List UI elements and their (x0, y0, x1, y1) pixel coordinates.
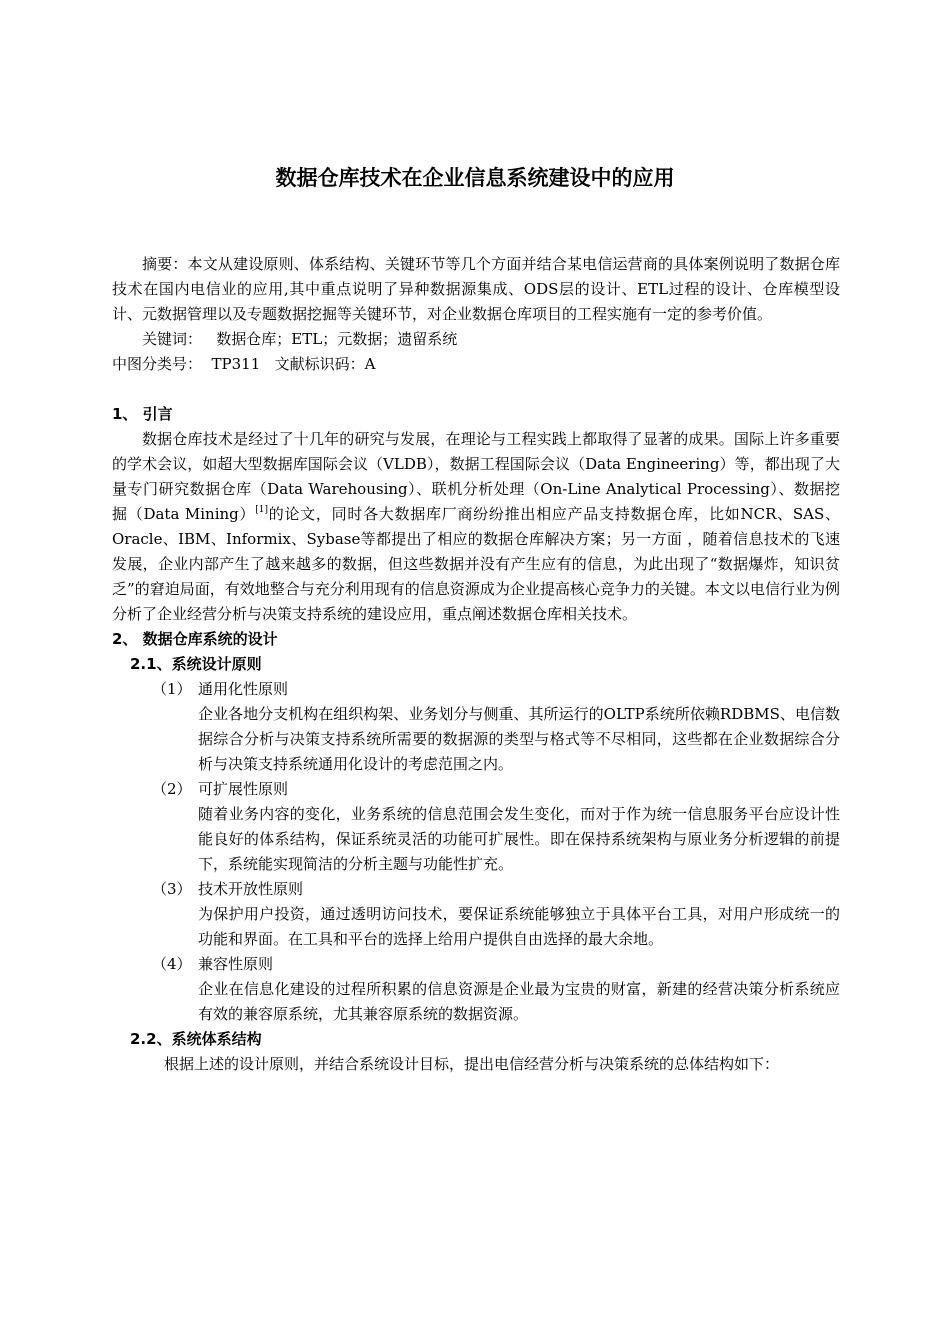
principle-2-number: （2） (152, 780, 192, 798)
section-1-paragraph (112, 427, 840, 627)
paper-title: 数据仓库技术在企业信息系统建设中的应用 (275, 166, 675, 190)
citation-1: [1] (255, 505, 268, 515)
principle-2-heading (112, 777, 840, 802)
section-2-1-heading: 2.1、系统设计原则 (130, 655, 262, 673)
principle-3-heading (112, 877, 840, 902)
section-2-2-paragraph: 根据上述的设计原则，并结合系统设计目标，提出电信经营分析与决策系统的总体结构如下： (164, 1055, 780, 1073)
principle-1-number: （1） (152, 680, 192, 698)
section-1-text-part2: 的论文，同时各大数据库厂商纷纷推出相应产品支持数据仓库，比如NCR、SAS、Oracle、IBM、Informix、Sybase等都提出了相应的数据仓库解决方案；另一方面 ，随着信息技术的飞速发展，企业内部产生了越来越多的数据，但这些数据并没有产生应有的信息，为此出现了“数据爆炸，知识贫乏”的窘迫局面，有效地整合与充分利用现有的信息资源成为企业提高核心竞争力的关键。本文以电信行业为例分析了企业经营分析与决策支持系统的建设应用，重点阐述数据仓库相关技术。 (112, 505, 840, 623)
paper-body (112, 252, 840, 1077)
abstract: 摘要：本文从建设原则、体系结构、关键环节等几个方面并结合某电信运营商的具体案例说明了数据仓库技术在国内电信业的应用,其中重点说明了异种数据源集成、ODS层的设计、ETL过程的设计、仓库模型设计、元数据管理以及专题数据挖掘等关键环节，对企业数据仓库项目的工程实施有一定的参考价值。 (112, 255, 840, 323)
principle-2-body: 随着业务内容的变化，业务系统的信息范围会发生变化，而对于作为统一信息服务平台应设计性能良好的体系结构，保证系统灵活的功能可扩展性。即在保持系统架构与原业务分析逻辑的前提下，系统能实现简洁的分析主题与功能性扩充。 (198, 805, 840, 873)
principle-1-title: 通用化性原则 (198, 680, 289, 698)
principle-4-heading (112, 952, 840, 977)
classification: 中图分类号： TP311 文献标识码：A (112, 355, 376, 373)
principle-3-number: （3） (152, 880, 192, 898)
principle-4-title: 兼容性原则 (198, 955, 274, 973)
section-2-2-heading: 2.2、系统体系结构 (130, 1030, 262, 1048)
section-2-heading: 2、 数据仓库系统的设计 (112, 630, 278, 648)
principle-1-body: 企业各地分支机构在组织构架、业务划分与侧重、其所运行的OLTP系统所依赖RDBMS、电信数据综合分析与决策支持系统所需要的数据源的类型与格式等不尽相同，这些都在企业数据综合分析与决策支持系统通用化设计的考虑范围之内。 (198, 705, 840, 773)
section-1-heading: 1、 引言 (112, 405, 173, 423)
principle-3-body: 为保护用户投资，通过透明访问技术，要保证系统能够独立于具体平台工具，对用户形成统一的功能和界面。在工具和平台的选择上给用户提供自由选择的最大余地。 (198, 905, 840, 948)
principle-2-title: 可扩展性原则 (198, 780, 289, 798)
principle-4-number: （4） (152, 955, 192, 973)
principle-3-title: 技术开放性原则 (198, 880, 304, 898)
section-1-text-part1: 数据仓库技术是经过了十几年的研究与发展，在理论与工程实践上都取得了显著的成果。国际上许多重要的学术会议，如超大型数据库国际会议（VLDB），数据工程国际会议（Data Engineering）等，都出现了大量专门研究数据仓库（Data Warehousing）、联机分析处理（On-Line Analytical Processing）、数据挖掘（Data Mining） (112, 430, 840, 523)
principle-4-body: 企业在信息化建设的过程所积累的信息资源是企业最为宝贵的财富，新建的经营决策分析系统应有效的兼容原系统，尤其兼容原系统的数据资源。 (198, 980, 840, 1023)
keywords: 关键词： 数据仓库；ETL；元数据；遗留系统 (142, 330, 458, 348)
principle-1-heading (112, 677, 840, 702)
